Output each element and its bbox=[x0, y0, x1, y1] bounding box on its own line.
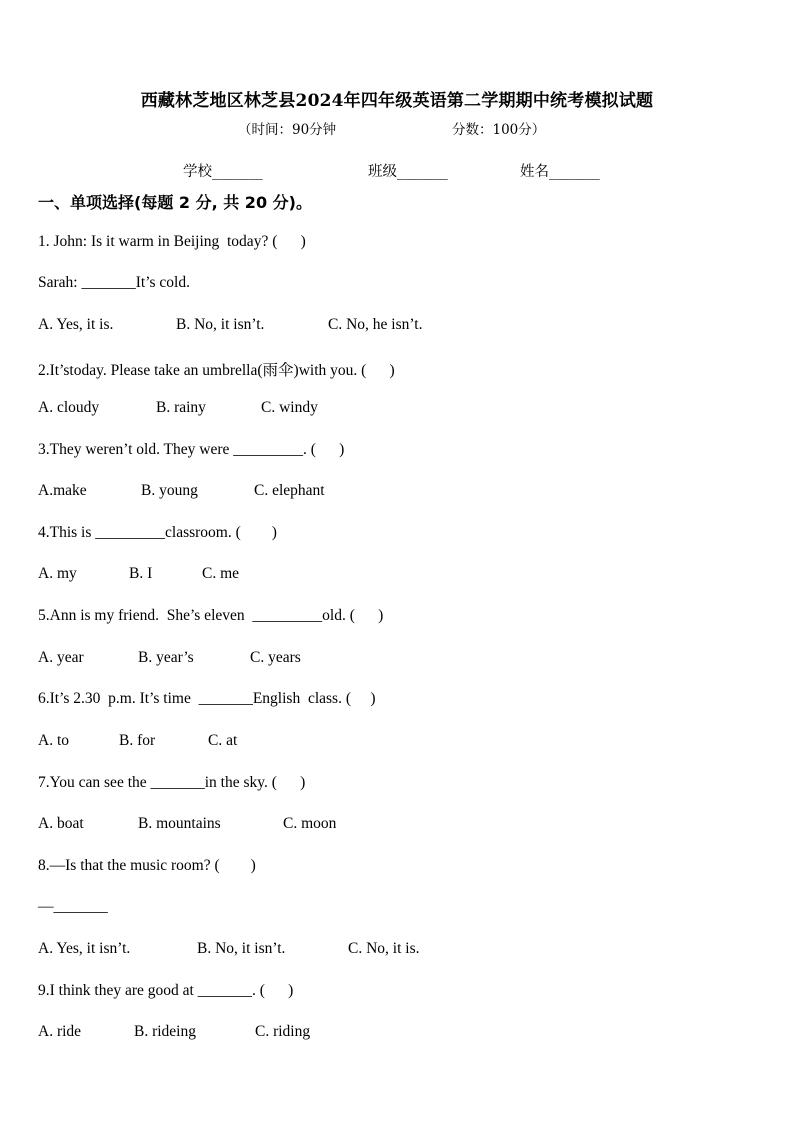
question-4-option-b: B. I bbox=[129, 565, 153, 582]
question-7-stem: 7.You can see the _______in the sky. ( ) bbox=[38, 774, 306, 791]
question-9-option-a: A. ride bbox=[38, 1023, 82, 1040]
question-6-option-a: A. to bbox=[38, 732, 69, 749]
question-5-option-c: C. years bbox=[250, 649, 301, 666]
question-8-option-b: B. No, it isn’t. bbox=[197, 940, 286, 957]
question-9-option-c: C. riding bbox=[255, 1023, 311, 1040]
question-8-option-a: A. Yes, it isn’t. bbox=[38, 940, 131, 957]
question-2-stem: 2.It’stoday. Please take an umbrella(雨伞)with you. ( ) bbox=[38, 362, 395, 379]
question-7-option-c: C. moon bbox=[283, 815, 337, 832]
question-1-option-b: B. No, it isn’t. bbox=[176, 316, 265, 333]
name-field: 姓名_______ bbox=[520, 164, 600, 180]
question-4-stem: 4.This is _________classroom. ( ) bbox=[38, 524, 277, 541]
question-1-dialogue: Sarah: _______It’s cold. bbox=[38, 274, 190, 291]
question-6-option-c: C. at bbox=[208, 732, 238, 749]
question-5-option-b: B. year’s bbox=[138, 649, 194, 666]
question-3-option-a: A.make bbox=[38, 482, 87, 499]
question-5-option-a: A. year bbox=[38, 649, 84, 666]
section-heading: 一、单项选择(每题 2 分, 共 20 分)。 bbox=[38, 193, 312, 212]
question-6-option-b: B. for bbox=[119, 732, 156, 749]
exam-title: 西藏林芝地区林芝县2024年四年级英语第二学期期中统考模拟试题 bbox=[140, 91, 654, 111]
question-2-option-b: B. rainy bbox=[156, 399, 206, 416]
question-2-option-c: C. windy bbox=[261, 399, 318, 416]
question-4-option-c: C. me bbox=[202, 565, 240, 582]
class-field: 班级_______ bbox=[368, 164, 448, 180]
question-9-option-b: B. rideing bbox=[134, 1023, 196, 1040]
question-9-stem: 9.I think they are good at _______. ( ) bbox=[38, 982, 294, 999]
question-1-option-a: A. Yes, it is. bbox=[38, 316, 114, 333]
question-5-stem: 5.Ann is my friend. She’s eleven _________old. ( ) bbox=[38, 607, 384, 624]
exam-time: （时间：90分钟 bbox=[238, 122, 337, 138]
question-1-option-c: C. No, he isn’t. bbox=[328, 316, 423, 333]
question-3-option-c: C. elephant bbox=[254, 482, 325, 499]
question-6-stem: 6.It’s 2.30 p.m. It’s time _______English class. ( ) bbox=[38, 690, 376, 707]
exam-score: 分数：100分） bbox=[452, 122, 546, 138]
question-4-option-a: A. my bbox=[38, 565, 77, 582]
school-field: 学校_______ bbox=[183, 164, 263, 180]
question-7-option-b: B. mountains bbox=[138, 815, 221, 832]
question-3-stem: 3.They weren’t old. They were _________. ( ) bbox=[38, 441, 345, 458]
question-8-option-c: C. No, it is. bbox=[348, 940, 420, 957]
question-3-option-b: B. young bbox=[141, 482, 198, 499]
question-8-dialogue: —_______ bbox=[38, 898, 108, 915]
question-1-stem: 1. John: Is it warm in Beijing today? ( ) bbox=[38, 233, 306, 250]
question-2-option-a: A. cloudy bbox=[38, 399, 100, 416]
question-7-option-a: A. boat bbox=[38, 815, 84, 832]
question-8-stem: 8.—Is that the music room? ( ) bbox=[38, 857, 256, 874]
